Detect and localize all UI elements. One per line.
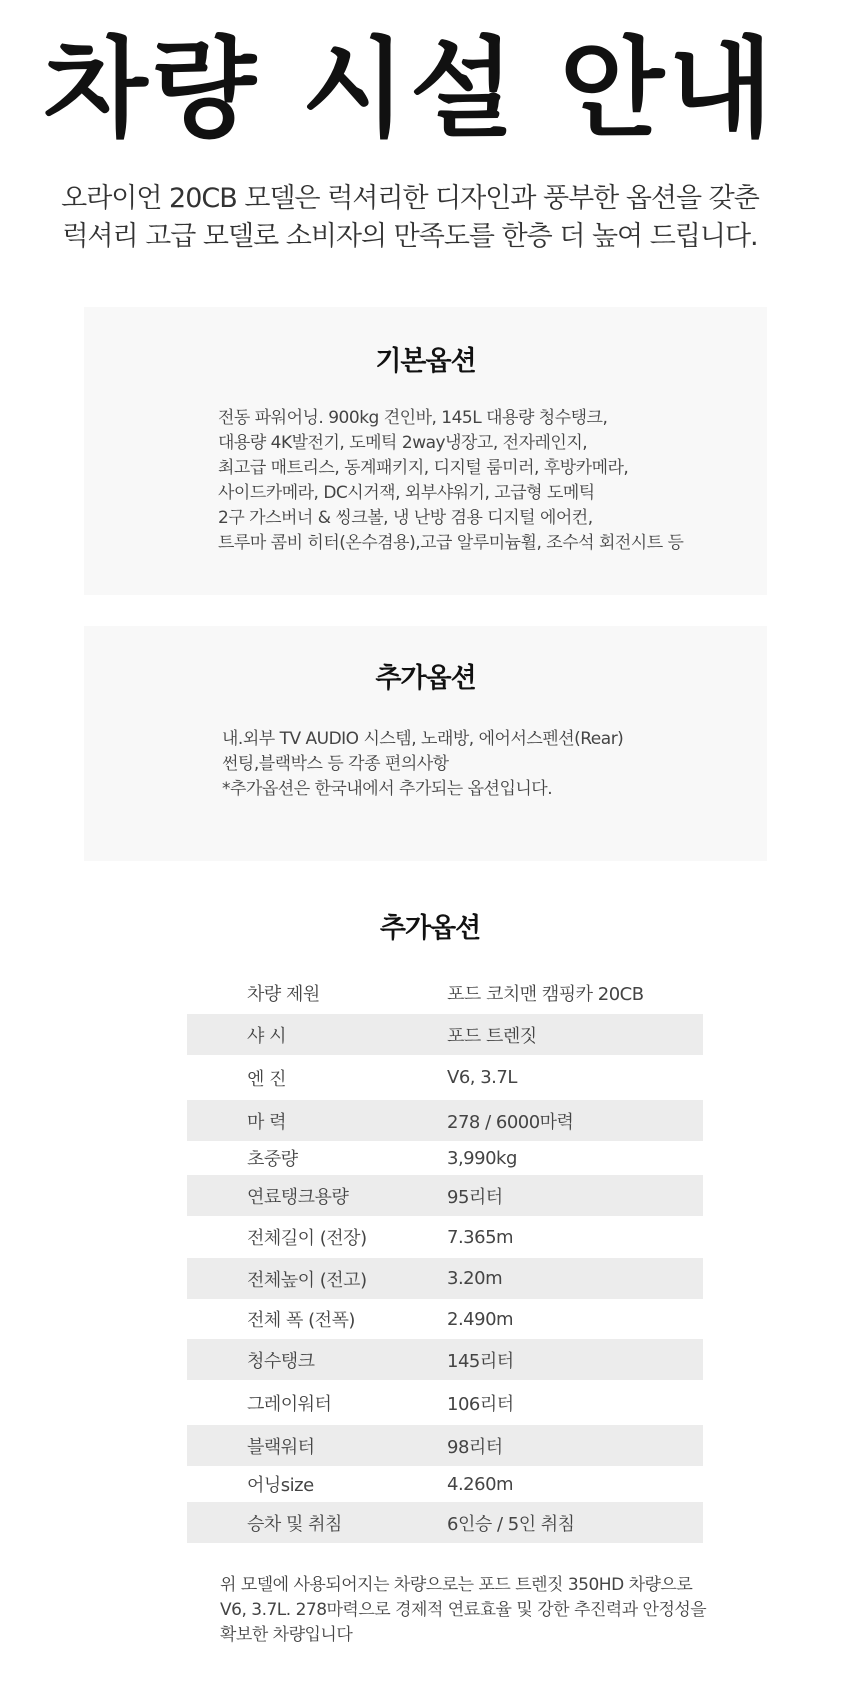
spec-value: 2.490m	[447, 1308, 514, 1330]
spec-row	[187, 1141, 703, 1175]
spec-row	[187, 1339, 703, 1380]
spec-label: 샤 시	[247, 1025, 286, 1047]
spec-row	[187, 1014, 703, 1055]
spec-value: 145리터	[447, 1350, 514, 1372]
spec-label: 전체길이 (전장)	[247, 1228, 367, 1249]
extra-option-line: *추가옵션은 한국내에서 추가되는 옵션입니다.	[222, 779, 553, 799]
spec-value: 포드 코치맨 캠핑카 20CB	[447, 984, 644, 1005]
spec-label: 마 력	[247, 1111, 286, 1133]
spec-value: 4.260m	[447, 1473, 514, 1495]
basic-option-line: 최고급 매트리스, 동계패키지, 디지털 룸미러, 후방카메라,	[218, 458, 629, 478]
extra-option-line: 내.외부 TV AUDIO 시스템, 노래방, 에어서스펜션(Rear)	[222, 729, 624, 749]
basic-options-box	[84, 307, 767, 595]
spec-value: 98리터	[447, 1436, 503, 1458]
spec-row	[187, 972, 703, 1014]
spec-value: 7.365m	[447, 1226, 514, 1248]
basic-option-line: 대용량 4K발전기, 도메틱 2way냉장고, 전자레인지,	[218, 433, 588, 453]
spec-value: 포드 트렌짓	[447, 1025, 537, 1047]
spec-value: 95리터	[447, 1186, 503, 1208]
spec-row	[187, 1380, 703, 1425]
spec-label: 전체높이 (전고)	[247, 1269, 367, 1291]
spec-row	[187, 1502, 703, 1543]
footnote-line: V6, 3.7L. 278마력으로 경제적 연료효율 및 강한 추진력과 안정성을	[220, 1600, 707, 1620]
extra-option-line: 썬팅,블랙박스 등 각종 편의사항	[222, 754, 449, 774]
spec-label: 그레이워터	[247, 1393, 332, 1415]
spec-label: 연료탱크용량	[247, 1186, 349, 1208]
intro-line: 오라이언 20CB 모델은 럭셔리한 디자인과 풍부한 옵션을 갖춘	[61, 183, 759, 214]
extra-options-list	[222, 727, 623, 802]
basic-option-line: 2구 가스버너 & 씽크볼, 냉 난방 겸용 디지털 에어컨,	[218, 508, 593, 528]
basic-option-line: 트루마 콤비 히터(온수겸용),고급 알루미늄휠, 조수석 회전시트 등	[218, 533, 684, 553]
spec-value: 3,990kg	[447, 1147, 517, 1169]
spec-label: 엔 진	[247, 1068, 286, 1090]
basic-option-line: 사이드카메라, DC시거잭, 외부샤워기, 고급형 도메틱	[218, 483, 595, 503]
spec-label: 전체 폭 (전폭)	[247, 1310, 355, 1331]
spec-label: 차량 제원	[247, 984, 320, 1005]
spec-row	[187, 1258, 703, 1299]
specs-title: 추가옵션	[379, 913, 481, 944]
spec-value: 106리터	[447, 1393, 514, 1415]
spec-value: 6인승 / 5인 취침	[447, 1513, 575, 1535]
spec-label: 승차 및 취침	[247, 1513, 342, 1535]
intro-text	[0, 180, 820, 256]
spec-value: V6, 3.7L	[447, 1067, 517, 1088]
extra-options-title: 추가옵션	[375, 663, 476, 694]
spec-label: 청수탱크	[247, 1350, 315, 1372]
spec-row	[187, 1299, 703, 1339]
footnote-line: 확보한 차량입니다	[220, 1625, 353, 1645]
spec-row	[187, 1175, 703, 1216]
specs-table	[187, 972, 703, 1543]
basic-option-line: 전동 파워어닝. 900kg 견인바, 145L 대용량 청수탱크,	[218, 408, 608, 428]
spec-label: 블랙워터	[247, 1436, 315, 1458]
vehicle-footnote	[220, 1573, 706, 1648]
spec-row	[187, 1425, 703, 1466]
spec-row	[187, 1055, 703, 1100]
spec-label: 초중량	[247, 1149, 298, 1170]
spec-value: 3.20m	[447, 1268, 503, 1289]
basic-options-list	[218, 406, 683, 556]
extra-options-box	[84, 626, 767, 861]
intro-line: 럭셔리 고급 모델로 소비자의 만족도를 한층 더 높여 드립니다.	[62, 221, 758, 252]
spec-row	[187, 1216, 703, 1258]
spec-label: 어닝size	[247, 1475, 314, 1496]
basic-options-title: 기본옵션	[375, 346, 476, 377]
spec-row	[187, 1100, 703, 1141]
spec-value: 278 / 6000마력	[447, 1111, 574, 1133]
spec-row	[187, 1466, 703, 1502]
footnote-line: 위 모델에 사용되어지는 차량으로는 포드 트렌짓 350HD 차량으로	[220, 1575, 693, 1595]
page-title: 차량 시설 안내	[43, 27, 777, 152]
